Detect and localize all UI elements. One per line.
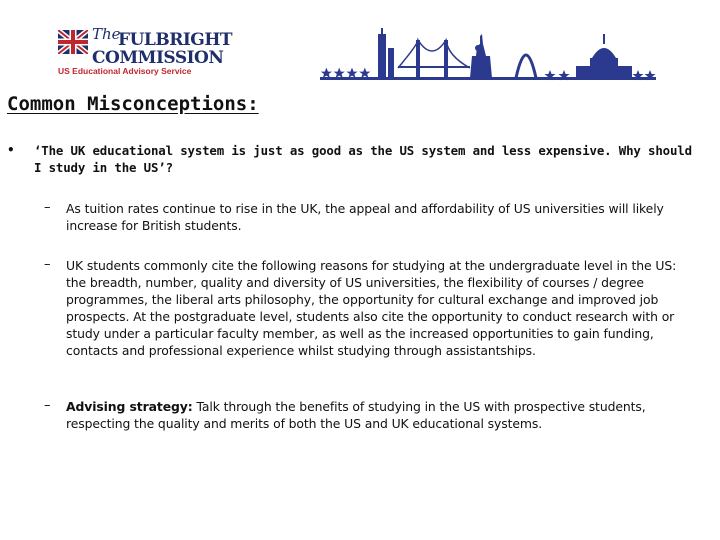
slide-title: Common Misconceptions: — [7, 93, 259, 115]
sub-point-text: As tuition rates continue to rise in the UK, the appeal and affordability of US universities will likely increase for British students. — [66, 201, 664, 233]
sub-point-text — [66, 398, 698, 432]
fulbright-logo — [58, 24, 233, 80]
misconception-question: ‘The UK educational system is just as good as the US system and less expensive. Why should I study in the US’? — [34, 143, 692, 175]
union-jack-flag-icon — [58, 30, 88, 54]
skyline-banner-icon — [320, 26, 656, 82]
bullet-marker: • — [7, 143, 15, 157]
dash-marker: – — [44, 257, 51, 272]
dash-marker: – — [44, 398, 51, 413]
brand-line-2: COMMISSION — [92, 48, 224, 68]
brand-line-1: FULBRIGHT — [118, 30, 233, 50]
header — [0, 0, 720, 86]
advising-strategy-label: Advising strategy: — [66, 399, 193, 414]
dash-marker: – — [44, 200, 51, 215]
brand-prefix: The — [92, 25, 121, 43]
advising-strategy-text: Talk through the benefits of studying in the US with prospective students, respecting the quality and merits of both the US and UK educational systems. — [66, 399, 646, 431]
brand-tagline: US Educational Advisory Service — [58, 66, 192, 76]
sub-point-text: UK students commonly cite the following reasons for studying at the undergraduate level in the US: the breadth, number, quality and diversity of US universities, the flexibility of courses / degree programmes, the liberal arts philosophy, the opportunity for cultural exchange and improved job prospects. At the postgraduate level, students also cite the opportunity to conduct research with or study under a particular faculty member, as well as the increased opportunities to gain funding, contacts and professional experience whilst studying through assistantships. — [66, 258, 677, 358]
